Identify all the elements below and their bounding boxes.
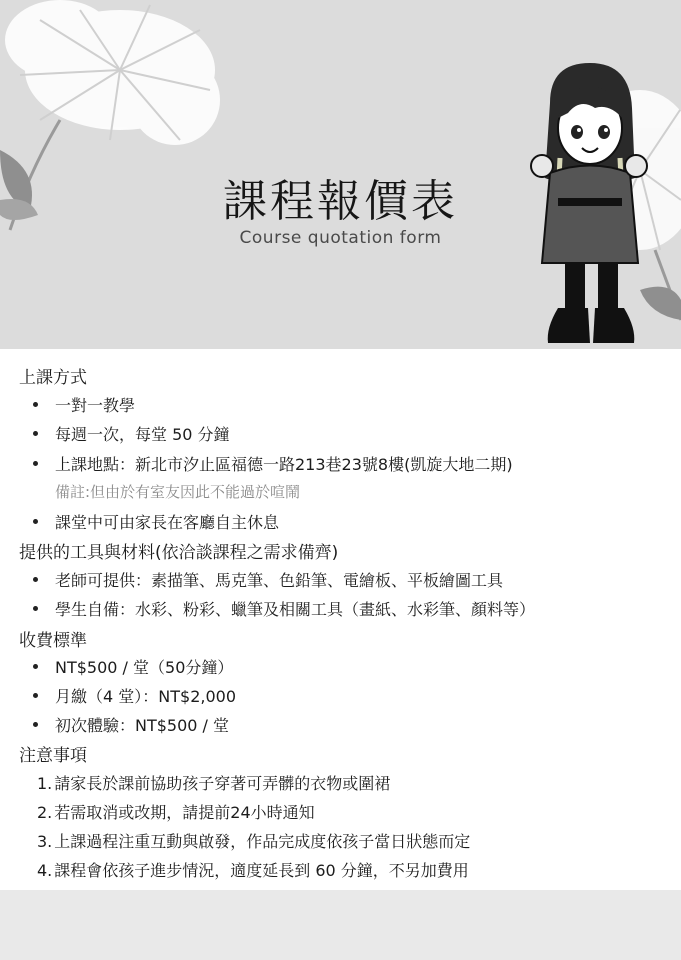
list-item: 4. 課程會依孩子進步情況，適度延長到 60 分鐘，不另加費用 [37,861,469,880]
bullet-icon [33,519,38,524]
header-banner [0,0,681,349]
list-item: 1. 請家長於課前協助孩子穿著可弄髒的衣物或圍裙 [37,774,391,793]
bullet-icon [33,402,38,407]
bullet-icon [33,577,38,582]
section-heading-tools: 提供的工具與材料(依洽談課程之需求備齊) [19,543,339,563]
list-item: 月繳（4 堂）：NT$2,000 [33,684,236,707]
bullet-icon [33,722,38,727]
list-item: NT$500 / 堂（50分鐘） [33,655,233,678]
bullet-icon [33,693,38,698]
list-item: 每週一次，每堂 50 分鐘 [33,422,230,445]
bullet-icon [33,664,38,669]
list-item: 2. 若需取消或改期，請提前24小時通知 [37,803,315,822]
location-note: 備註:但由於有室友因此不能過於喧鬧 [55,483,301,501]
girl-character-illustration [520,58,660,349]
footer-band [0,890,681,960]
list-item: 學生自備：水彩、粉彩、蠟筆及相關工具（畫紙、水彩筆、顏料等） [33,597,535,620]
bullet-icon [33,606,38,611]
bullet-icon [33,431,38,436]
content-area [0,349,681,890]
list-item: 上課地點：新北市汐止區福德一路213巷23號8樓(凱旋大地二期) [33,452,513,475]
section-heading-method: 上課方式 [19,368,87,388]
list-item: 課堂中可由家長在客廳自主休息 [33,510,279,533]
page-subtitle: Course quotation form [239,228,442,248]
list-item: 一對一教學 [33,393,135,416]
list-item: 老師可提供：素描筆、馬克筆、色鉛筆、電繪板、平板繪圖工具 [33,568,503,591]
bullet-icon [33,461,38,466]
section-heading-fees: 收費標準 [19,631,87,651]
list-item: 初次體驗：NT$500 / 堂 [33,713,229,736]
section-heading-notes: 注意事項 [19,746,87,766]
list-item: 3. 上課過程注重互動與啟發，作品完成度依孩子當日狀態而定 [37,832,471,851]
page-title: 課程報價表 [223,176,458,227]
